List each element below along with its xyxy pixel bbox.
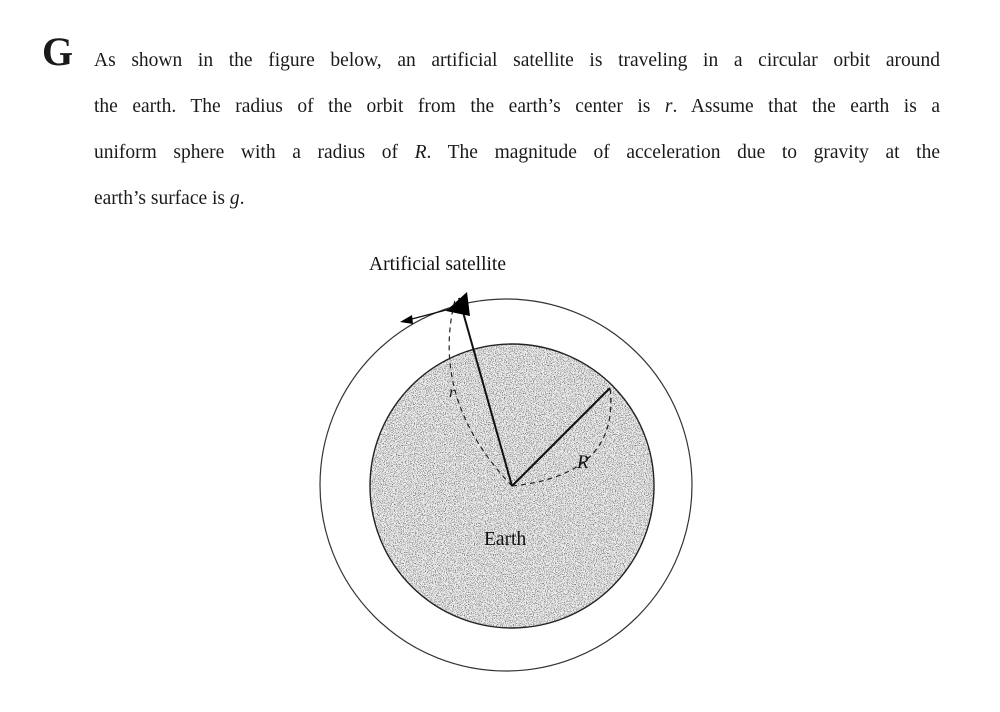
statement-text: As shown in the figure below, an artificial satellite is traveling in a circular orbit around	[94, 50, 940, 71]
problem-letter: G	[42, 29, 74, 74]
velocity-arrow	[408, 309, 450, 320]
earth-radius-label: R	[577, 452, 589, 473]
statement-text: . The magnitude of acceleration due to gravity at the	[426, 142, 941, 163]
variable-r: r	[664, 96, 673, 117]
velocity-arrowhead	[400, 315, 413, 324]
orbit-radius-label: r	[449, 384, 456, 401]
satellite-marker	[446, 292, 470, 316]
statement-text: the earth. The radius of the orbit from the earth’s center is	[94, 96, 665, 117]
earth-label: Earth	[484, 529, 527, 550]
satellite-label: Artificial satellite	[369, 254, 506, 275]
statement-text: .	[239, 188, 245, 209]
statement-text: earth’s surface is	[94, 188, 230, 209]
statement-text: . Assume that the earth is a	[672, 96, 940, 117]
statement-text: uniform sphere with a radius of	[94, 142, 415, 163]
variable-R: R	[414, 142, 427, 163]
variable-g: g	[229, 188, 240, 209]
